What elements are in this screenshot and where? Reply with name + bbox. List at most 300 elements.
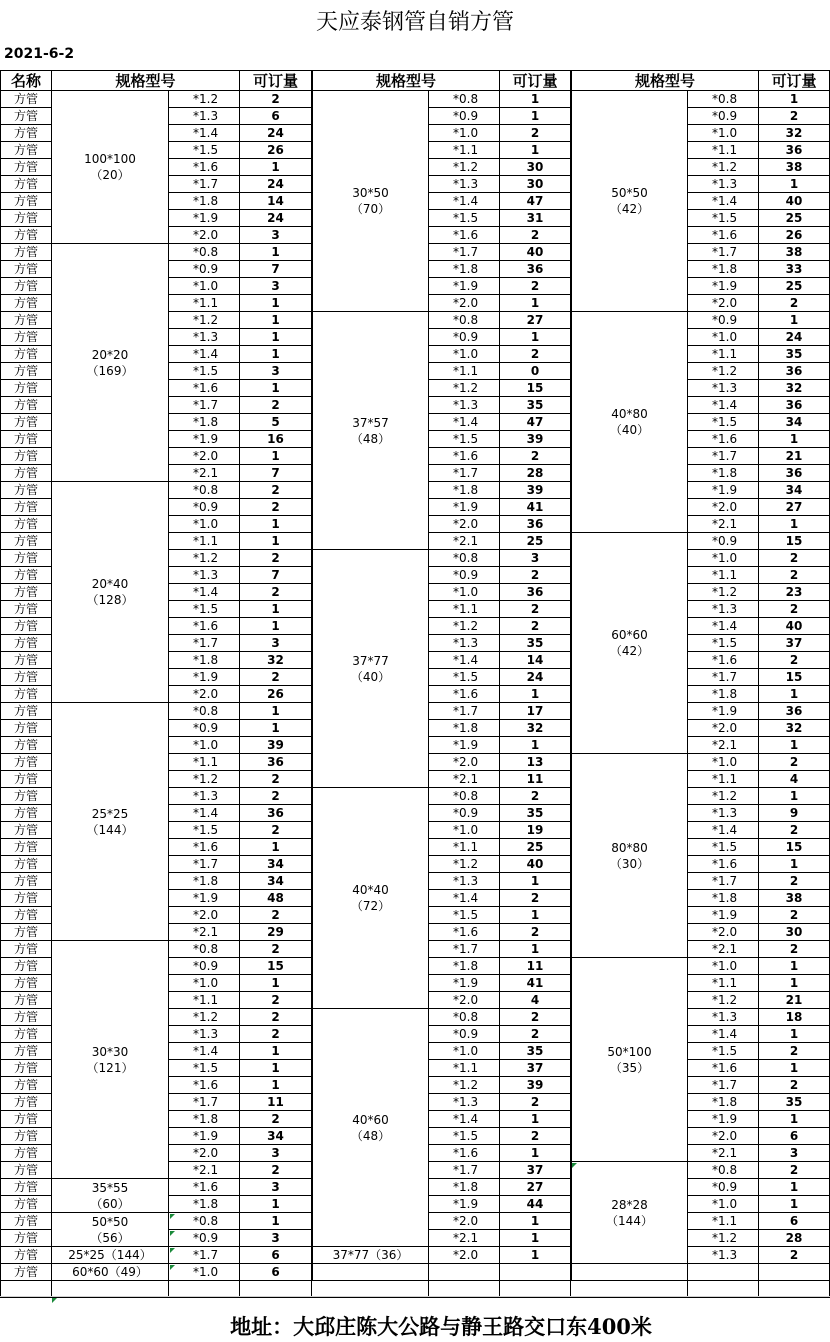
- spec-size-cell: *1.2: [688, 584, 759, 601]
- qty-cell: 37: [500, 1162, 571, 1179]
- spec-size-cell: *1.6: [429, 448, 500, 465]
- qty-cell: 37: [759, 635, 830, 652]
- date-label: 2021-6-2: [4, 46, 75, 62]
- qty-cell: 1: [500, 108, 571, 125]
- qty-cell: 38: [759, 159, 830, 176]
- spec-size-cell: *1.0: [169, 1264, 240, 1281]
- spec-size-cell: *1.0: [169, 975, 240, 992]
- spec-size-cell: *1.2: [169, 312, 240, 329]
- spec-size-cell: *1.7: [169, 856, 240, 873]
- spec-size-cell: *1.3: [688, 1247, 759, 1264]
- spec-size-cell: *2.1: [688, 1145, 759, 1162]
- spec-size-cell: *1.8: [688, 1094, 759, 1111]
- spec-size-cell: *2.0: [429, 295, 500, 312]
- spec-size-cell: *2.1: [169, 924, 240, 941]
- blank-cell: [312, 1264, 429, 1281]
- qty-cell: 15: [759, 533, 830, 550]
- qty-cell: 34: [759, 482, 830, 499]
- qty-cell: 34: [759, 414, 830, 431]
- spec-size-cell: *1.9: [688, 482, 759, 499]
- spec-size-cell: *1.8: [169, 1196, 240, 1213]
- spec-group-label: 37*77（36）: [312, 1247, 429, 1264]
- qty-cell: 1: [240, 1077, 312, 1094]
- spec-group-label: 30*30 （121）: [52, 941, 169, 1179]
- spec-size-cell: *1.5: [429, 1128, 500, 1145]
- row-name-cell: 方管: [0, 244, 52, 261]
- blank-cell: [429, 1264, 500, 1281]
- spec-size-cell: *1.8: [429, 482, 500, 499]
- spec-size-cell: *1.1: [169, 533, 240, 550]
- row-name-cell: 方管: [0, 635, 52, 652]
- qty-cell: 2: [500, 567, 571, 584]
- spec-size-cell: *1.3: [688, 601, 759, 618]
- qty-cell: 2: [240, 1111, 312, 1128]
- qty-cell: 1: [759, 975, 830, 992]
- spec-size-cell: *1.0: [169, 737, 240, 754]
- spec-size-cell: *1.7: [688, 669, 759, 686]
- qty-cell: 36: [759, 142, 830, 159]
- spec-size-cell: *0.8: [169, 244, 240, 261]
- row-name-cell: 方管: [0, 924, 52, 941]
- qty-cell: 26: [240, 686, 312, 703]
- qty-cell: 2: [240, 788, 312, 805]
- qty-cell: 1: [500, 1213, 571, 1230]
- spec-group-label: 20*20 （169）: [52, 244, 169, 482]
- qty-cell: 32: [759, 720, 830, 737]
- qty-cell: 6: [759, 1128, 830, 1145]
- spec-size-cell: *1.4: [688, 618, 759, 635]
- spec-size-cell: *2.0: [169, 1145, 240, 1162]
- blank-cell: [759, 1264, 830, 1281]
- spec-size-cell: *1.0: [429, 584, 500, 601]
- spec-size-cell: *1.0: [169, 278, 240, 295]
- qty-cell: 1: [500, 686, 571, 703]
- qty-cell: 35: [500, 635, 571, 652]
- qty-cell: 28: [500, 465, 571, 482]
- spec-size-cell: *0.8: [429, 91, 500, 108]
- spec-size-cell: *1.4: [429, 1111, 500, 1128]
- qty-cell: 2: [759, 601, 830, 618]
- qty-cell: 2: [500, 1026, 571, 1043]
- qty-cell: 35: [759, 1094, 830, 1111]
- row-name-cell: 方管: [0, 975, 52, 992]
- spec-size-cell: *0.9: [688, 1179, 759, 1196]
- row-name-cell: 方管: [0, 907, 52, 924]
- spec-size-cell: *1.9: [169, 890, 240, 907]
- qty-cell: 23: [759, 584, 830, 601]
- spec-size-cell: *1.7: [429, 465, 500, 482]
- row-name-cell: 方管: [0, 346, 52, 363]
- qty-cell: 39: [500, 1077, 571, 1094]
- spec-size-cell: *1.5: [429, 907, 500, 924]
- qty-cell: 21: [759, 448, 830, 465]
- row-name-cell: 方管: [0, 1009, 52, 1026]
- qty-cell: 2: [240, 771, 312, 788]
- qty-cell: 1: [759, 856, 830, 873]
- spec-size-cell: *1.2: [429, 159, 500, 176]
- row-name-cell: 方管: [0, 414, 52, 431]
- spec-size-cell: *1.3: [429, 397, 500, 414]
- qty-cell: 34: [240, 856, 312, 873]
- spec-size-cell: *1.3: [429, 176, 500, 193]
- qty-cell: 38: [759, 890, 830, 907]
- row-name-cell: 方管: [0, 91, 52, 108]
- qty-cell: 3: [240, 1145, 312, 1162]
- spec-size-cell: *1.7: [169, 1247, 240, 1264]
- spec-size-cell: *1.9: [429, 499, 500, 516]
- spec-size-cell: *1.3: [429, 1094, 500, 1111]
- spec-size-cell: *0.8: [169, 1213, 240, 1230]
- spec-size-cell: *1.5: [688, 210, 759, 227]
- qty-cell: 1: [240, 601, 312, 618]
- spec-size-cell: *1.2: [688, 992, 759, 1009]
- qty-cell: 44: [500, 1196, 571, 1213]
- spec-size-cell: *1.6: [688, 227, 759, 244]
- spec-size-cell: *1.1: [688, 567, 759, 584]
- spec-size-cell: *1.8: [169, 873, 240, 890]
- row-name-cell: 方管: [0, 686, 52, 703]
- spec-size-cell: *1.5: [169, 822, 240, 839]
- spec-size-cell: *0.9: [429, 567, 500, 584]
- spec-size-cell: *1.4: [169, 805, 240, 822]
- qty-cell: 36: [500, 584, 571, 601]
- spec-size-cell: *2.0: [169, 686, 240, 703]
- row-name-cell: 方管: [0, 125, 52, 142]
- spec-size-cell: *1.6: [688, 856, 759, 873]
- spec-size-cell: *1.4: [429, 652, 500, 669]
- row-name-cell: 方管: [0, 584, 52, 601]
- header-name: 名称: [0, 70, 52, 91]
- spec-size-cell: *2.0: [429, 1213, 500, 1230]
- qty-cell: 1: [240, 244, 312, 261]
- qty-cell: 25: [500, 533, 571, 550]
- cell-marker-icon: [52, 1298, 57, 1303]
- qty-cell: 2: [759, 567, 830, 584]
- row-name-cell: 方管: [0, 1264, 52, 1281]
- spec-size-cell: *0.8: [429, 312, 500, 329]
- row-name-cell: 方管: [0, 1111, 52, 1128]
- spec-size-cell: *0.9: [429, 1026, 500, 1043]
- spec-size-cell: *1.8: [688, 686, 759, 703]
- qty-cell: 2: [240, 669, 312, 686]
- row-name-cell: 方管: [0, 1060, 52, 1077]
- qty-cell: 40: [500, 856, 571, 873]
- spec-size-cell: *1.0: [688, 329, 759, 346]
- qty-cell: 15: [759, 669, 830, 686]
- qty-cell: 2: [759, 873, 830, 890]
- spec-size-cell: *1.4: [688, 822, 759, 839]
- spec-size-cell: *1.2: [169, 771, 240, 788]
- spec-size-cell: *1.7: [429, 1162, 500, 1179]
- spec-size-cell: *1.8: [429, 261, 500, 278]
- spec-size-cell: *0.8: [688, 91, 759, 108]
- spec-size-cell: *1.3: [429, 635, 500, 652]
- spec-size-cell: *1.9: [169, 431, 240, 448]
- qty-cell: 2: [500, 1009, 571, 1026]
- qty-cell: 1: [240, 1196, 312, 1213]
- qty-cell: 3: [240, 635, 312, 652]
- row-name-cell: 方管: [0, 210, 52, 227]
- qty-cell: 47: [500, 193, 571, 210]
- qty-cell: 1: [240, 380, 312, 397]
- spec-size-cell: *1.7: [169, 397, 240, 414]
- row-name-cell: 方管: [0, 839, 52, 856]
- qty-cell: 25: [500, 839, 571, 856]
- spec-size-cell: *1.6: [169, 380, 240, 397]
- qty-cell: 2: [500, 924, 571, 941]
- qty-cell: 1: [500, 91, 571, 108]
- spec-size-cell: *1.7: [169, 1094, 240, 1111]
- row-name-cell: 方管: [0, 159, 52, 176]
- spec-size-cell: *1.0: [688, 550, 759, 567]
- row-name-cell: 方管: [0, 465, 52, 482]
- row-name-cell: 方管: [0, 329, 52, 346]
- qty-cell: 1: [240, 975, 312, 992]
- qty-cell: 24: [759, 329, 830, 346]
- spec-size-cell: *1.8: [429, 1179, 500, 1196]
- spec-size-cell: *1.3: [169, 1026, 240, 1043]
- spec-size-cell: *0.8: [169, 482, 240, 499]
- qty-cell: 0: [500, 363, 571, 380]
- row-name-cell: 方管: [0, 142, 52, 159]
- spec-group-label: 80*80 （30）: [571, 754, 688, 958]
- spec-size-cell: *0.8: [429, 550, 500, 567]
- qty-cell: 2: [240, 992, 312, 1009]
- spec-size-cell: *1.3: [688, 805, 759, 822]
- row-name-cell: 方管: [0, 1230, 52, 1247]
- qty-cell: 1: [759, 1026, 830, 1043]
- qty-cell: 25: [759, 210, 830, 227]
- qty-cell: 2: [240, 1009, 312, 1026]
- spec-size-cell: *1.5: [429, 431, 500, 448]
- spec-group-label: 25*25 （144）: [52, 703, 169, 941]
- qty-cell: 2: [500, 346, 571, 363]
- spec-size-cell: *2.0: [688, 499, 759, 516]
- spec-size-cell: *1.2: [688, 788, 759, 805]
- spec-size-cell: *1.6: [429, 686, 500, 703]
- spec-size-cell: *1.6: [169, 1077, 240, 1094]
- qty-cell: 2: [759, 941, 830, 958]
- qty-cell: 1: [240, 533, 312, 550]
- spec-size-cell: *2.0: [169, 448, 240, 465]
- row-name-cell: 方管: [0, 822, 52, 839]
- qty-cell: 38: [759, 244, 830, 261]
- spec-size-cell: *1.3: [169, 108, 240, 125]
- qty-cell: 2: [759, 1162, 830, 1179]
- qty-cell: 1: [759, 312, 830, 329]
- qty-cell: 11: [240, 1094, 312, 1111]
- spec-size-cell: *1.8: [688, 261, 759, 278]
- qty-cell: 15: [500, 380, 571, 397]
- spec-size-cell: *1.0: [169, 516, 240, 533]
- qty-cell: 35: [500, 1043, 571, 1060]
- qty-cell: 34: [240, 873, 312, 890]
- spec-group-label: 60*60 （42）: [571, 533, 688, 754]
- qty-cell: 25: [759, 278, 830, 295]
- spec-size-cell: *0.9: [169, 261, 240, 278]
- spec-size-cell: *1.3: [169, 329, 240, 346]
- row-name-cell: 方管: [0, 1213, 52, 1230]
- qty-cell: 24: [500, 669, 571, 686]
- qty-cell: 17: [500, 703, 571, 720]
- spec-group-label: 37*57 （48）: [312, 312, 429, 550]
- spec-size-cell: *1.6: [169, 1179, 240, 1196]
- spec-size-cell: *2.0: [688, 295, 759, 312]
- qty-cell: 11: [500, 958, 571, 975]
- spec-size-cell: *1.5: [169, 363, 240, 380]
- qty-cell: 2: [500, 448, 571, 465]
- spec-size-cell: *0.9: [169, 499, 240, 516]
- qty-cell: 24: [240, 210, 312, 227]
- row-name-cell: 方管: [0, 431, 52, 448]
- qty-cell: 36: [500, 516, 571, 533]
- spec-size-cell: *1.8: [169, 193, 240, 210]
- qty-cell: 7: [240, 261, 312, 278]
- qty-cell: 1: [759, 176, 830, 193]
- spec-size-cell: *1.9: [688, 703, 759, 720]
- qty-cell: 21: [759, 992, 830, 1009]
- spec-group-label: 28*28 （144）: [571, 1162, 688, 1264]
- qty-cell: 36: [500, 261, 571, 278]
- spec-size-cell: *1.1: [429, 601, 500, 618]
- qty-cell: 19: [500, 822, 571, 839]
- qty-cell: 1: [240, 1060, 312, 1077]
- blank-cell: [500, 1264, 571, 1281]
- qty-cell: 2: [240, 397, 312, 414]
- spec-size-cell: *1.5: [429, 669, 500, 686]
- qty-cell: 39: [500, 482, 571, 499]
- spec-size-cell: *2.1: [688, 737, 759, 754]
- qty-cell: 2: [240, 822, 312, 839]
- qty-cell: 1: [500, 1247, 571, 1264]
- spec-size-cell: *0.8: [688, 1162, 759, 1179]
- qty-cell: 4: [500, 992, 571, 1009]
- qty-cell: 1: [500, 737, 571, 754]
- qty-cell: 1: [759, 1196, 830, 1213]
- spec-size-cell: *1.5: [688, 635, 759, 652]
- qty-cell: 6: [240, 1264, 312, 1281]
- spec-size-cell: *0.9: [429, 108, 500, 125]
- row-name-cell: 方管: [0, 1128, 52, 1145]
- qty-cell: 18: [759, 1009, 830, 1026]
- qty-cell: 35: [500, 805, 571, 822]
- qty-cell: 1: [240, 1043, 312, 1060]
- spec-size-cell: *1.1: [169, 754, 240, 771]
- spec-size-cell: *1.7: [688, 1077, 759, 1094]
- row-name-cell: 方管: [0, 312, 52, 329]
- row-name-cell: 方管: [0, 499, 52, 516]
- spec-group-label: 35*55 （60）: [52, 1179, 169, 1213]
- spec-size-cell: *1.5: [688, 414, 759, 431]
- spec-size-cell: *1.1: [688, 1213, 759, 1230]
- spec-size-cell: *1.8: [688, 465, 759, 482]
- header-qty: 可订量: [759, 70, 830, 91]
- spec-size-cell: *1.6: [169, 618, 240, 635]
- qty-cell: 41: [500, 499, 571, 516]
- qty-cell: 1: [500, 295, 571, 312]
- qty-cell: 2: [240, 499, 312, 516]
- row-name-cell: 方管: [0, 703, 52, 720]
- spec-size-cell: *1.8: [169, 1111, 240, 1128]
- qty-cell: 29: [240, 924, 312, 941]
- qty-cell: 1: [759, 1060, 830, 1077]
- row-name-cell: 方管: [0, 567, 52, 584]
- qty-cell: 6: [240, 1247, 312, 1264]
- qty-cell: 3: [240, 363, 312, 380]
- qty-cell: 7: [240, 465, 312, 482]
- qty-cell: 33: [759, 261, 830, 278]
- spec-size-cell: *2.0: [429, 992, 500, 1009]
- row-name-cell: 方管: [0, 516, 52, 533]
- qty-cell: 1: [240, 516, 312, 533]
- spec-size-cell: *1.6: [429, 1145, 500, 1162]
- qty-cell: 2: [500, 618, 571, 635]
- qty-cell: 11: [500, 771, 571, 788]
- row-name-cell: 方管: [0, 618, 52, 635]
- row-name-cell: 方管: [0, 1026, 52, 1043]
- spec-size-cell: *1.7: [688, 244, 759, 261]
- spec-size-cell: *1.7: [688, 448, 759, 465]
- qty-cell: 27: [500, 312, 571, 329]
- qty-cell: 2: [500, 227, 571, 244]
- qty-cell: 7: [240, 567, 312, 584]
- spec-group-label: 40*40 （72）: [312, 788, 429, 1009]
- row-name-cell: 方管: [0, 1043, 52, 1060]
- qty-cell: 39: [240, 737, 312, 754]
- row-name-cell: 方管: [0, 363, 52, 380]
- spec-size-cell: *2.1: [429, 771, 500, 788]
- spec-size-cell: *1.4: [688, 193, 759, 210]
- spec-size-cell: *2.0: [429, 754, 500, 771]
- qty-cell: 30: [500, 159, 571, 176]
- qty-cell: 32: [240, 652, 312, 669]
- blank-cell: [571, 1264, 688, 1281]
- spec-size-cell: *1.7: [169, 176, 240, 193]
- cell-marker-icon: [170, 1265, 175, 1270]
- spec-size-cell: *1.2: [429, 618, 500, 635]
- qty-cell: 24: [240, 176, 312, 193]
- spec-group-label: 37*77 （40）: [312, 550, 429, 788]
- row-name-cell: 方管: [0, 448, 52, 465]
- header-spec: 规格型号: [571, 70, 759, 91]
- spec-size-cell: *2.1: [688, 941, 759, 958]
- qty-cell: 2: [240, 1026, 312, 1043]
- row-name-cell: 方管: [0, 482, 52, 499]
- spec-size-cell: *2.0: [169, 227, 240, 244]
- qty-cell: 30: [500, 176, 571, 193]
- spec-size-cell: *1.0: [688, 125, 759, 142]
- spec-size-cell: *1.9: [429, 1196, 500, 1213]
- header-qty: 可订量: [500, 70, 571, 91]
- spec-size-cell: *1.8: [688, 890, 759, 907]
- header-spec: 规格型号: [52, 70, 240, 91]
- qty-cell: 1: [759, 1111, 830, 1128]
- qty-cell: 40: [500, 244, 571, 261]
- qty-cell: 2: [240, 550, 312, 567]
- spec-size-cell: *1.3: [429, 873, 500, 890]
- qty-cell: 2: [240, 482, 312, 499]
- spec-size-cell: *1.3: [169, 788, 240, 805]
- spec-size-cell: *1.5: [169, 601, 240, 618]
- qty-cell: 1: [500, 1145, 571, 1162]
- spec-size-cell: *1.8: [429, 958, 500, 975]
- qty-cell: 2: [759, 108, 830, 125]
- qty-cell: 48: [240, 890, 312, 907]
- qty-cell: 32: [759, 380, 830, 397]
- qty-cell: 6: [240, 108, 312, 125]
- spec-size-cell: *1.9: [169, 669, 240, 686]
- qty-cell: 3: [240, 278, 312, 295]
